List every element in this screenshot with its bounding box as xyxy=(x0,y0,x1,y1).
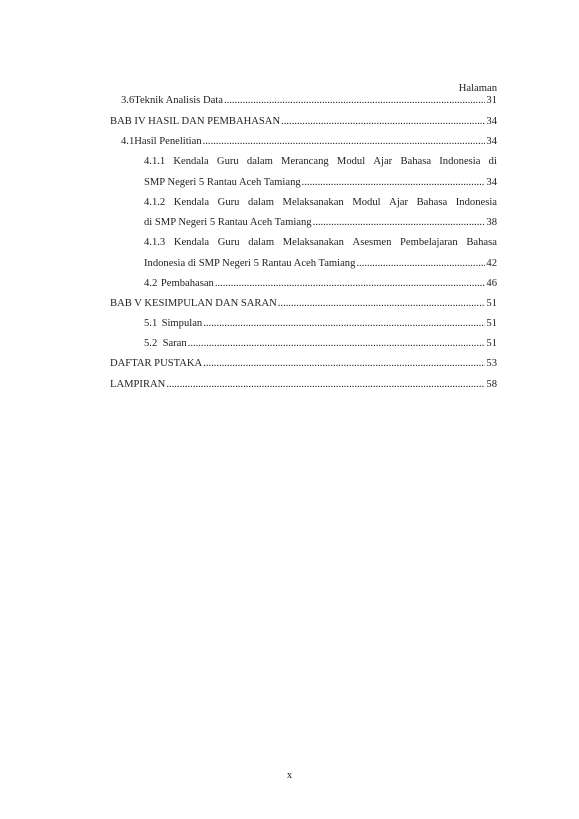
toc-leader-dots xyxy=(281,116,485,127)
toc-word: Indonesia xyxy=(455,197,497,208)
toc-word: Modul xyxy=(336,156,366,167)
toc-leader-dots xyxy=(203,318,485,329)
toc-entry[interactable] xyxy=(110,116,497,127)
toc-entry-number: 4.1 xyxy=(121,136,135,147)
toc-entry-page: 51 xyxy=(486,298,497,309)
toc-leader-dots xyxy=(188,338,486,349)
toc-entry[interactable] xyxy=(144,338,497,349)
toc-entry-first-line[interactable] xyxy=(144,156,497,167)
toc-entry-title: LAMPIRAN xyxy=(110,379,166,390)
toc-entry-title: SMP Negeri 5 Rantau Aceh Tamiang xyxy=(144,177,301,188)
toc-entry-page: 34 xyxy=(486,177,497,188)
toc-word: Asesmen xyxy=(352,237,392,248)
toc-entry-first-line[interactable] xyxy=(144,197,497,208)
toc-leader-dots xyxy=(302,177,486,188)
toc-entry-page: 34 xyxy=(486,116,497,127)
toc-word: dalam xyxy=(248,197,274,208)
toc-word: Guru xyxy=(217,197,240,208)
toc-entry-page: 58 xyxy=(486,379,497,390)
toc-entry-title: Saran xyxy=(162,338,187,349)
toc-entry[interactable] xyxy=(144,318,497,329)
toc-entry[interactable] xyxy=(144,217,497,228)
toc-entry[interactable] xyxy=(110,379,497,390)
toc-entry-number: 3.6 xyxy=(121,95,135,106)
toc-entry-page: 42 xyxy=(486,258,497,269)
toc-entry[interactable] xyxy=(144,258,497,269)
toc-word: Merancang xyxy=(281,156,329,167)
page-number: x xyxy=(286,770,293,781)
toc-leader-dots xyxy=(356,258,485,269)
toc-leader-dots xyxy=(278,298,486,309)
toc-word: di xyxy=(488,156,497,167)
toc-entry[interactable] xyxy=(144,177,497,188)
toc-entry[interactable] xyxy=(121,95,497,106)
toc-entry-page: 46 xyxy=(486,278,497,289)
toc-entry[interactable] xyxy=(144,278,497,289)
toc-word: Kendala xyxy=(173,237,210,248)
toc-entry-page: 51 xyxy=(486,338,497,349)
toc-entry-title: di SMP Negeri 5 Rantau Aceh Tamiang xyxy=(144,217,312,228)
toc-entry-page: 34 xyxy=(486,136,497,147)
toc-word: Bahasa xyxy=(416,197,448,208)
toc-word: Pembelajaran xyxy=(400,237,458,248)
toc-entry-title: Teknik Analisis Data xyxy=(134,95,223,106)
toc-entry-title: BAB V KESIMPULAN DAN SARAN xyxy=(110,298,277,309)
toc-entry-page: 38 xyxy=(486,217,497,228)
toc-word: Kendala xyxy=(173,156,209,167)
toc-leader-dots xyxy=(166,379,485,390)
toc-entry-number: 4.1.2 xyxy=(144,197,166,208)
toc-entry-page: 51 xyxy=(486,318,497,329)
toc-word: Melaksanakan xyxy=(282,197,344,208)
toc-word: Guru xyxy=(216,156,239,167)
toc-header-halaman: Halaman xyxy=(458,83,497,94)
toc-entry-title: Hasil Penelitian xyxy=(134,136,202,147)
toc-entry-first-line[interactable] xyxy=(144,237,497,248)
toc-word: Melaksanakan xyxy=(282,237,344,248)
toc-word: Ajar xyxy=(373,156,393,167)
toc-entry-number: 4.1.1 xyxy=(144,156,166,167)
toc-word: Modul xyxy=(352,197,381,208)
toc-entry-page: 53 xyxy=(486,358,497,369)
toc-leader-dots xyxy=(224,95,485,106)
toc-word: Guru xyxy=(217,237,240,248)
toc-entry-number: 5.1 xyxy=(144,318,158,329)
toc-word: Bahasa xyxy=(400,156,432,167)
toc-entry-number: 5.2 xyxy=(144,338,158,349)
toc-entry[interactable] xyxy=(121,136,497,147)
toc-word: Indonesia xyxy=(439,156,481,167)
toc-leader-dots xyxy=(313,217,486,228)
toc-word: Ajar xyxy=(389,197,408,208)
toc-entry-number: 4.1.3 xyxy=(144,237,166,248)
toc-leader-dots xyxy=(203,358,485,369)
toc-word: Bahasa xyxy=(466,237,497,248)
toc-entry[interactable] xyxy=(110,358,497,369)
toc-leader-dots xyxy=(215,278,486,289)
toc-entry-title: BAB IV HASIL DAN PEMBAHASAN xyxy=(110,116,281,127)
toc-entry-title: Simpulan xyxy=(161,318,203,329)
toc-word: dalam xyxy=(248,237,275,248)
toc-word: dalam xyxy=(246,156,273,167)
toc-leader-dots xyxy=(203,136,486,147)
toc-entry-title: Indonesia di SMP Negeri 5 Rantau Aceh Tamiang xyxy=(144,258,356,269)
toc-entry-title: Pembahasan xyxy=(160,278,214,289)
toc-entry-title: DAFTAR PUSTAKA xyxy=(110,358,203,369)
toc-word: Kendala xyxy=(173,197,210,208)
toc-entry-page: 31 xyxy=(486,95,497,106)
toc-entry-number: 4.2 xyxy=(144,278,158,289)
toc-entry[interactable] xyxy=(110,298,497,309)
